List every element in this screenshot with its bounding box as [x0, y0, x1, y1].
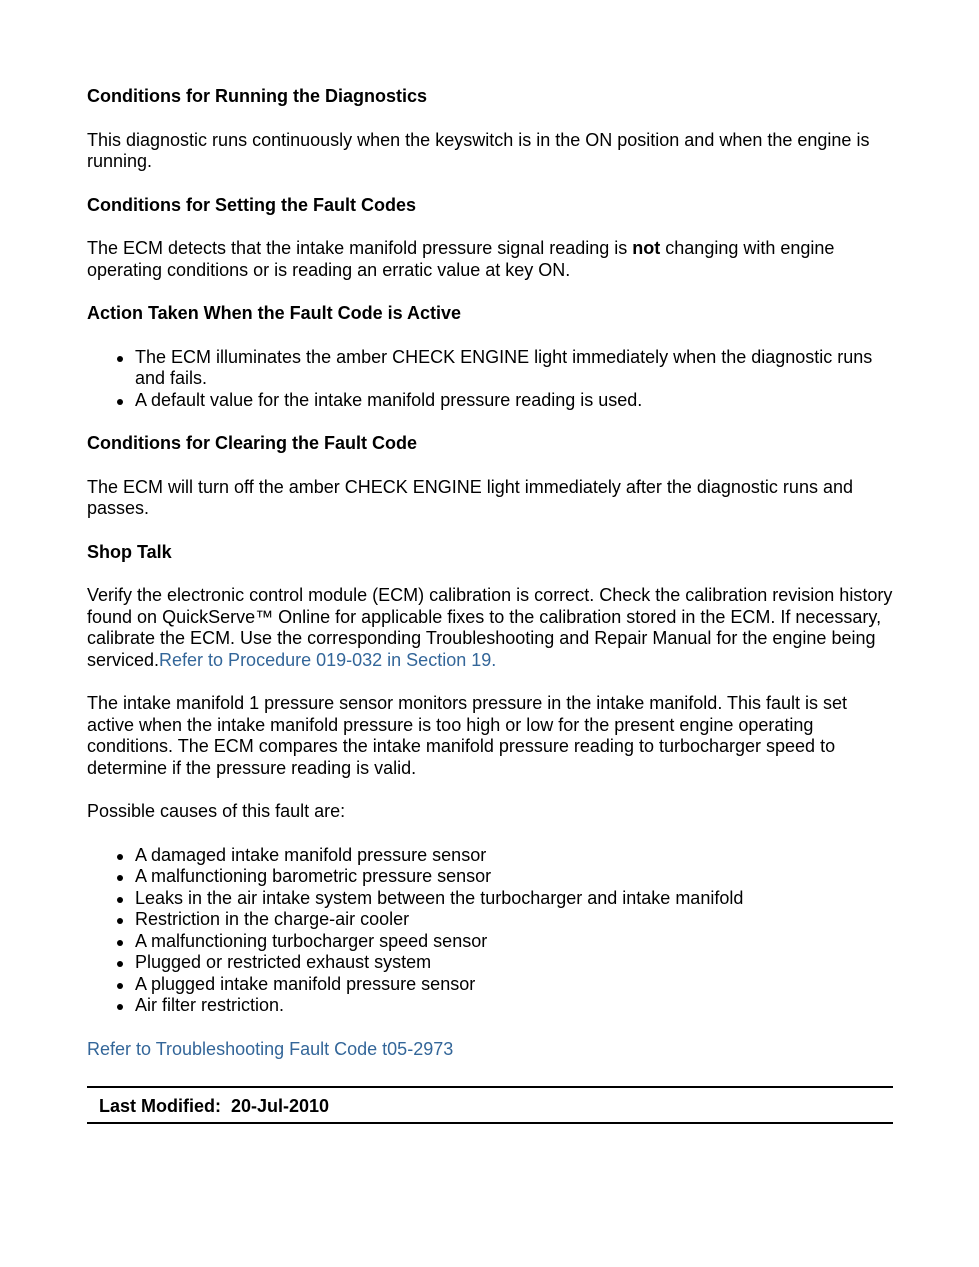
- paragraph-clearing-fault-code: The ECM will turn off the amber CHECK ENGINE light immediately after the diagnostic runs and passes.: [87, 476, 853, 518]
- heading-setting-fault-codes: Conditions for Setting the Fault Codes: [87, 194, 416, 215]
- list-item: Plugged or restricted exhaust system: [135, 952, 893, 974]
- action-list: [87, 347, 893, 412]
- list-item: The ECM illuminates the amber CHECK ENGINE light immediately when the diagnostic runs and fails.: [135, 347, 893, 390]
- last-modified: Last Modified: 20-Jul-2010: [99, 1096, 330, 1116]
- fault-code-link[interactable]: Refer to Troubleshooting Fault Code t05-2973: [87, 1038, 454, 1059]
- heading-shop-talk: Shop Talk: [87, 541, 172, 562]
- list-item: Leaks in the air intake system between the turbocharger and intake manifold: [135, 888, 893, 910]
- shop-talk-text: Verify the electronic control module (ECM) calibration is correct. Check the calibration revision history found on QuickServe™ Online for applicable fixes to the calibration stored in the ECM. If necessary, calibrate the ECM. Use the corresponding Troubleshooting and Repair Manual for the engine being serviced.: [87, 585, 893, 670]
- fault-code-link-line: [87, 1039, 893, 1061]
- list-item: A plugged intake manifold pressure sensor: [135, 974, 893, 996]
- footer-bar: [87, 1086, 893, 1124]
- causes-list: [87, 845, 893, 1017]
- paragraph-causes-intro: Possible causes of this fault are:: [87, 801, 346, 821]
- heading-action-taken: Action Taken When the Fault Code is Active: [87, 303, 462, 323]
- heading-running-diagnostics: Conditions for Running the Diagnostics: [87, 86, 427, 106]
- paragraph-setting-fault-codes: [87, 238, 893, 281]
- setting-text-before: The ECM detects that the intake manifold pressure signal reading is: [87, 238, 633, 258]
- list-item: A malfunctioning turbocharger speed sensor: [135, 931, 893, 953]
- setting-text-bold: not: [632, 238, 661, 258]
- list-item: A malfunctioning barometric pressure sensor: [135, 866, 893, 888]
- list-item: Restriction in the charge-air cooler: [135, 909, 893, 931]
- procedure-link[interactable]: Refer to Procedure 019-032 in Section 19.: [159, 649, 497, 670]
- list-item: A damaged intake manifold pressure sensor: [135, 845, 893, 867]
- paragraph-shop-talk: [87, 585, 893, 671]
- list-item: Air filter restriction.: [135, 995, 893, 1017]
- paragraph-sensor-description: The intake manifold 1 pressure sensor monitors pressure in the intake manifold. This fault is set active when the intake manifold pressure is too high or low for the present engine operating conditions. The ECM compares the intake manifold pressure reading to turbocharger speed to determine if the pressure reading is valid.: [87, 693, 848, 778]
- paragraph-running-diagnostics: This diagnostic runs continuously when the keyswitch is in the ON position and when the engine is running.: [87, 129, 870, 171]
- document-body: [87, 86, 893, 1060]
- heading-clearing-fault-code: Conditions for Clearing the Fault Code: [87, 433, 417, 453]
- setting-text-after: changing with engine operating conditions or is reading an erratic value at key ON.: [87, 238, 835, 280]
- list-item: A default value for the intake manifold pressure reading is used.: [135, 390, 893, 412]
